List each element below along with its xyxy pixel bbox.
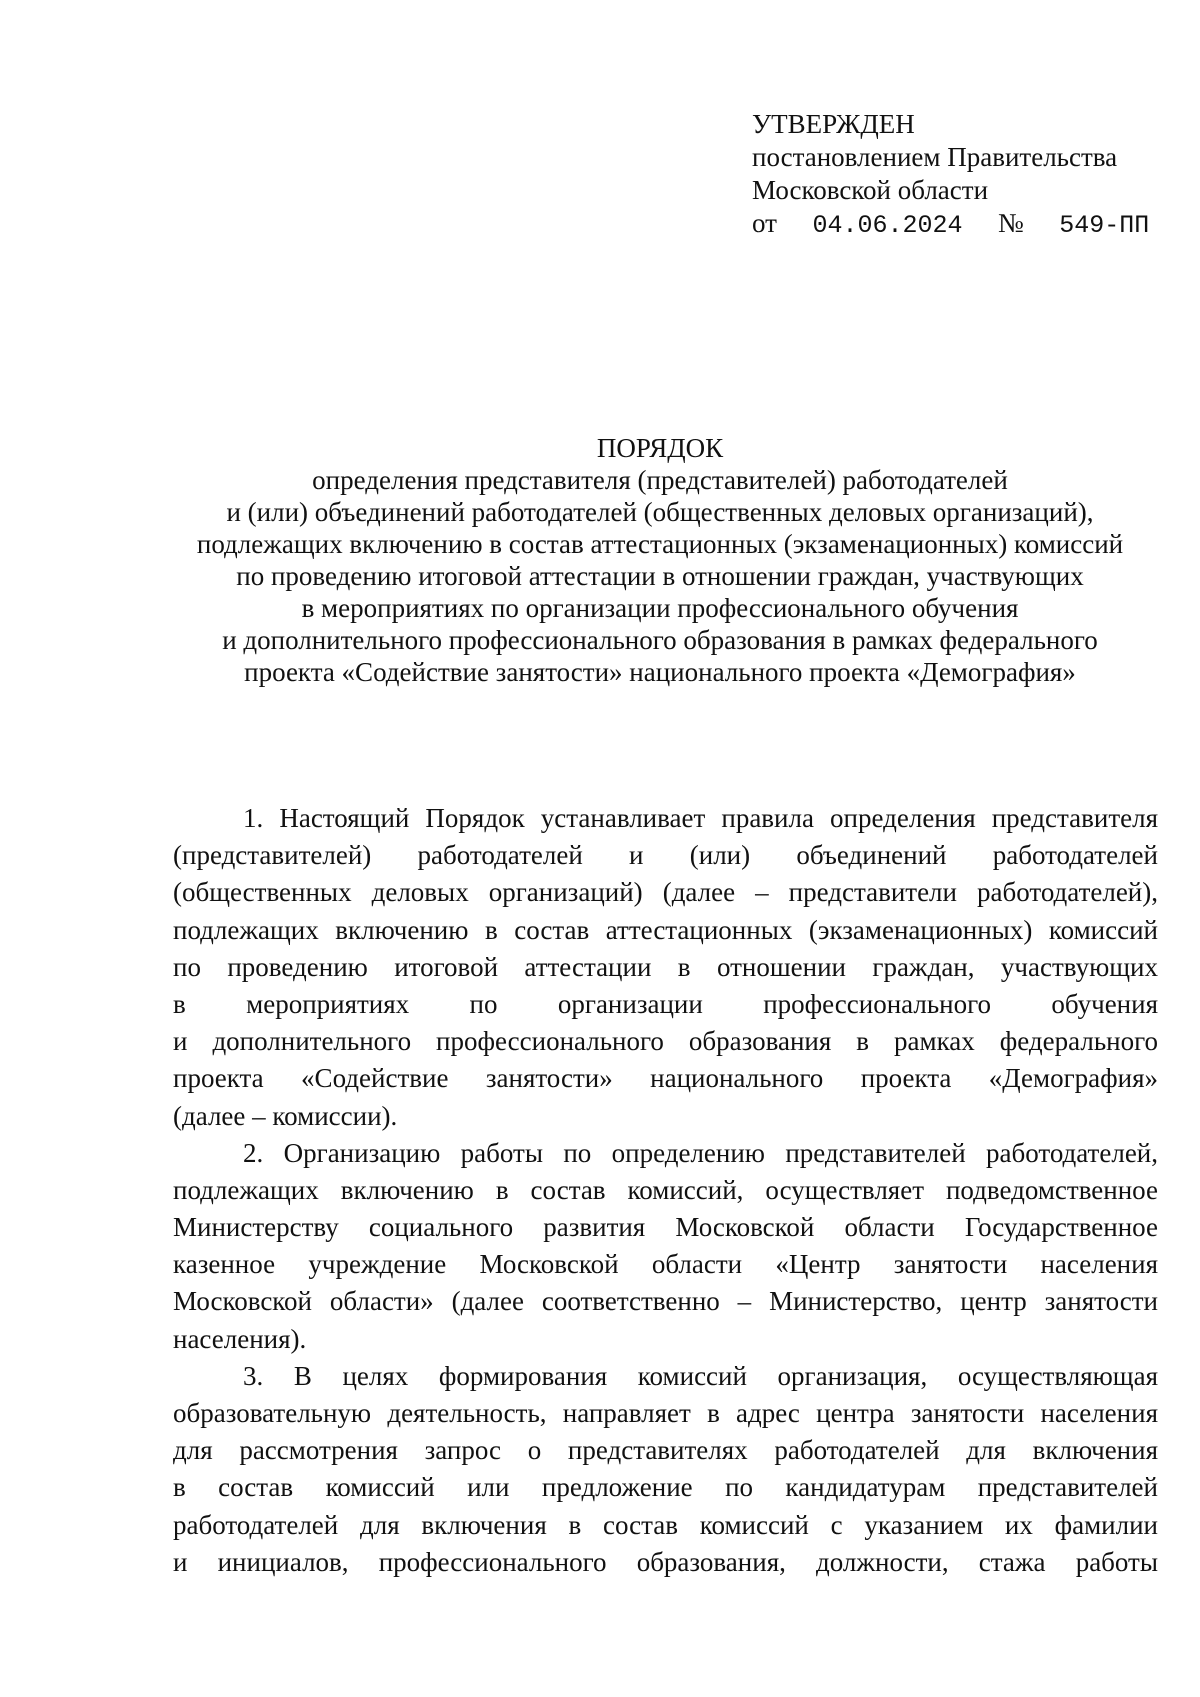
- title-line: проекта «Содействие занятости» национального проекта «Демография»: [244, 657, 1076, 687]
- title-line: по проведению итоговой аттестации в отношении граждан, участвующих: [236, 561, 1084, 591]
- paragraph-line: для рассмотрения запрос о представителях работодателей для включения: [173, 1435, 1158, 1466]
- approval-date: 04.06.2024: [812, 211, 963, 240]
- paragraph-line: и дополнительного профессионального образования в рамках федерального: [173, 1026, 1158, 1057]
- paragraph-line: подлежащих включению в состав аттестационных (экзаменационных) комиссий: [173, 914, 1158, 945]
- title-line: и (или) объединений работодателей (общественных деловых организаций),: [226, 497, 1094, 527]
- approval-heading: УТВЕРЖДЕН: [752, 109, 915, 139]
- paragraph-line: работодателей для включения в состав комиссий с указанием их фамилии: [173, 1509, 1158, 1540]
- paragraph-line: 1. Настоящий Порядок устанавливает правила определения представителя: [243, 803, 1158, 833]
- approval-number: 549-ПП: [1059, 211, 1150, 240]
- paragraph-line: в состав комиссий или предложение по кандидатурам представителей: [173, 1472, 1158, 1503]
- title-heading: ПОРЯДОК: [596, 433, 724, 463]
- title-line: подлежащих включению в состав аттестационных (экзаменационных) комиссий: [196, 529, 1124, 559]
- paragraph-line: (представителей) работодателей и (или) объединений работодателей: [173, 840, 1158, 871]
- paragraph-line: образовательную деятельность, направляет в адрес центра занятости населения: [173, 1398, 1158, 1428]
- title-line: определения представителя (представителей) работодателей: [312, 465, 1008, 495]
- paragraph-line: 2. Организацию работы по определению представителей работодателей,: [243, 1137, 1158, 1168]
- paragraph-line: населения).: [173, 1323, 307, 1354]
- paragraph-line: Министерству социального развития Московской области Государственное: [173, 1212, 1158, 1243]
- document-body: [173, 800, 1158, 1581]
- approval-date-line: [752, 207, 1172, 240]
- paragraph-line: и инициалов, профессионального образования, должности, стажа работы: [173, 1546, 1158, 1577]
- paragraph-line: проекта «Содействие занятости» национального проекта «Демография»: [173, 1063, 1158, 1094]
- paragraph-2: [173, 1135, 1158, 1358]
- approval-stamp: [752, 108, 1172, 240]
- approval-date-prefix: от: [752, 208, 777, 238]
- paragraph-line: подлежащих включению в состав комиссий, осуществляет подведомственное: [173, 1174, 1158, 1205]
- paragraph-line: по проведению итоговой аттестации в отношении граждан, участвующих: [173, 951, 1158, 982]
- title-line: в мероприятиях по организации профессионального обучения: [301, 593, 1019, 623]
- paragraph-line: (далее – комиссии).: [173, 1100, 398, 1131]
- document-title: [168, 432, 1152, 688]
- paragraph-line: в мероприятиях по организации профессионального обучения: [173, 988, 1158, 1019]
- title-line: и дополнительного профессионального образования в рамках федерального: [222, 625, 1098, 655]
- paragraph-line: Московской области» (далее соответственно – Министерство, центр занятости: [173, 1286, 1158, 1317]
- approval-decree-line: постановлением Правительства: [752, 142, 1118, 172]
- paragraph-line: (общественных деловых организаций) (далее – представители работодателей),: [173, 877, 1158, 908]
- approval-region-line: Московской области: [752, 175, 989, 205]
- paragraph-line: казенное учреждение Московской области «Центр занятости населения: [173, 1249, 1158, 1280]
- paragraph-1: [173, 800, 1158, 1135]
- paragraph-3: [173, 1358, 1158, 1581]
- paragraph-line: 3. В целях формирования комиссий организация, осуществляющая: [243, 1360, 1158, 1391]
- approval-number-sign: №: [997, 208, 1024, 238]
